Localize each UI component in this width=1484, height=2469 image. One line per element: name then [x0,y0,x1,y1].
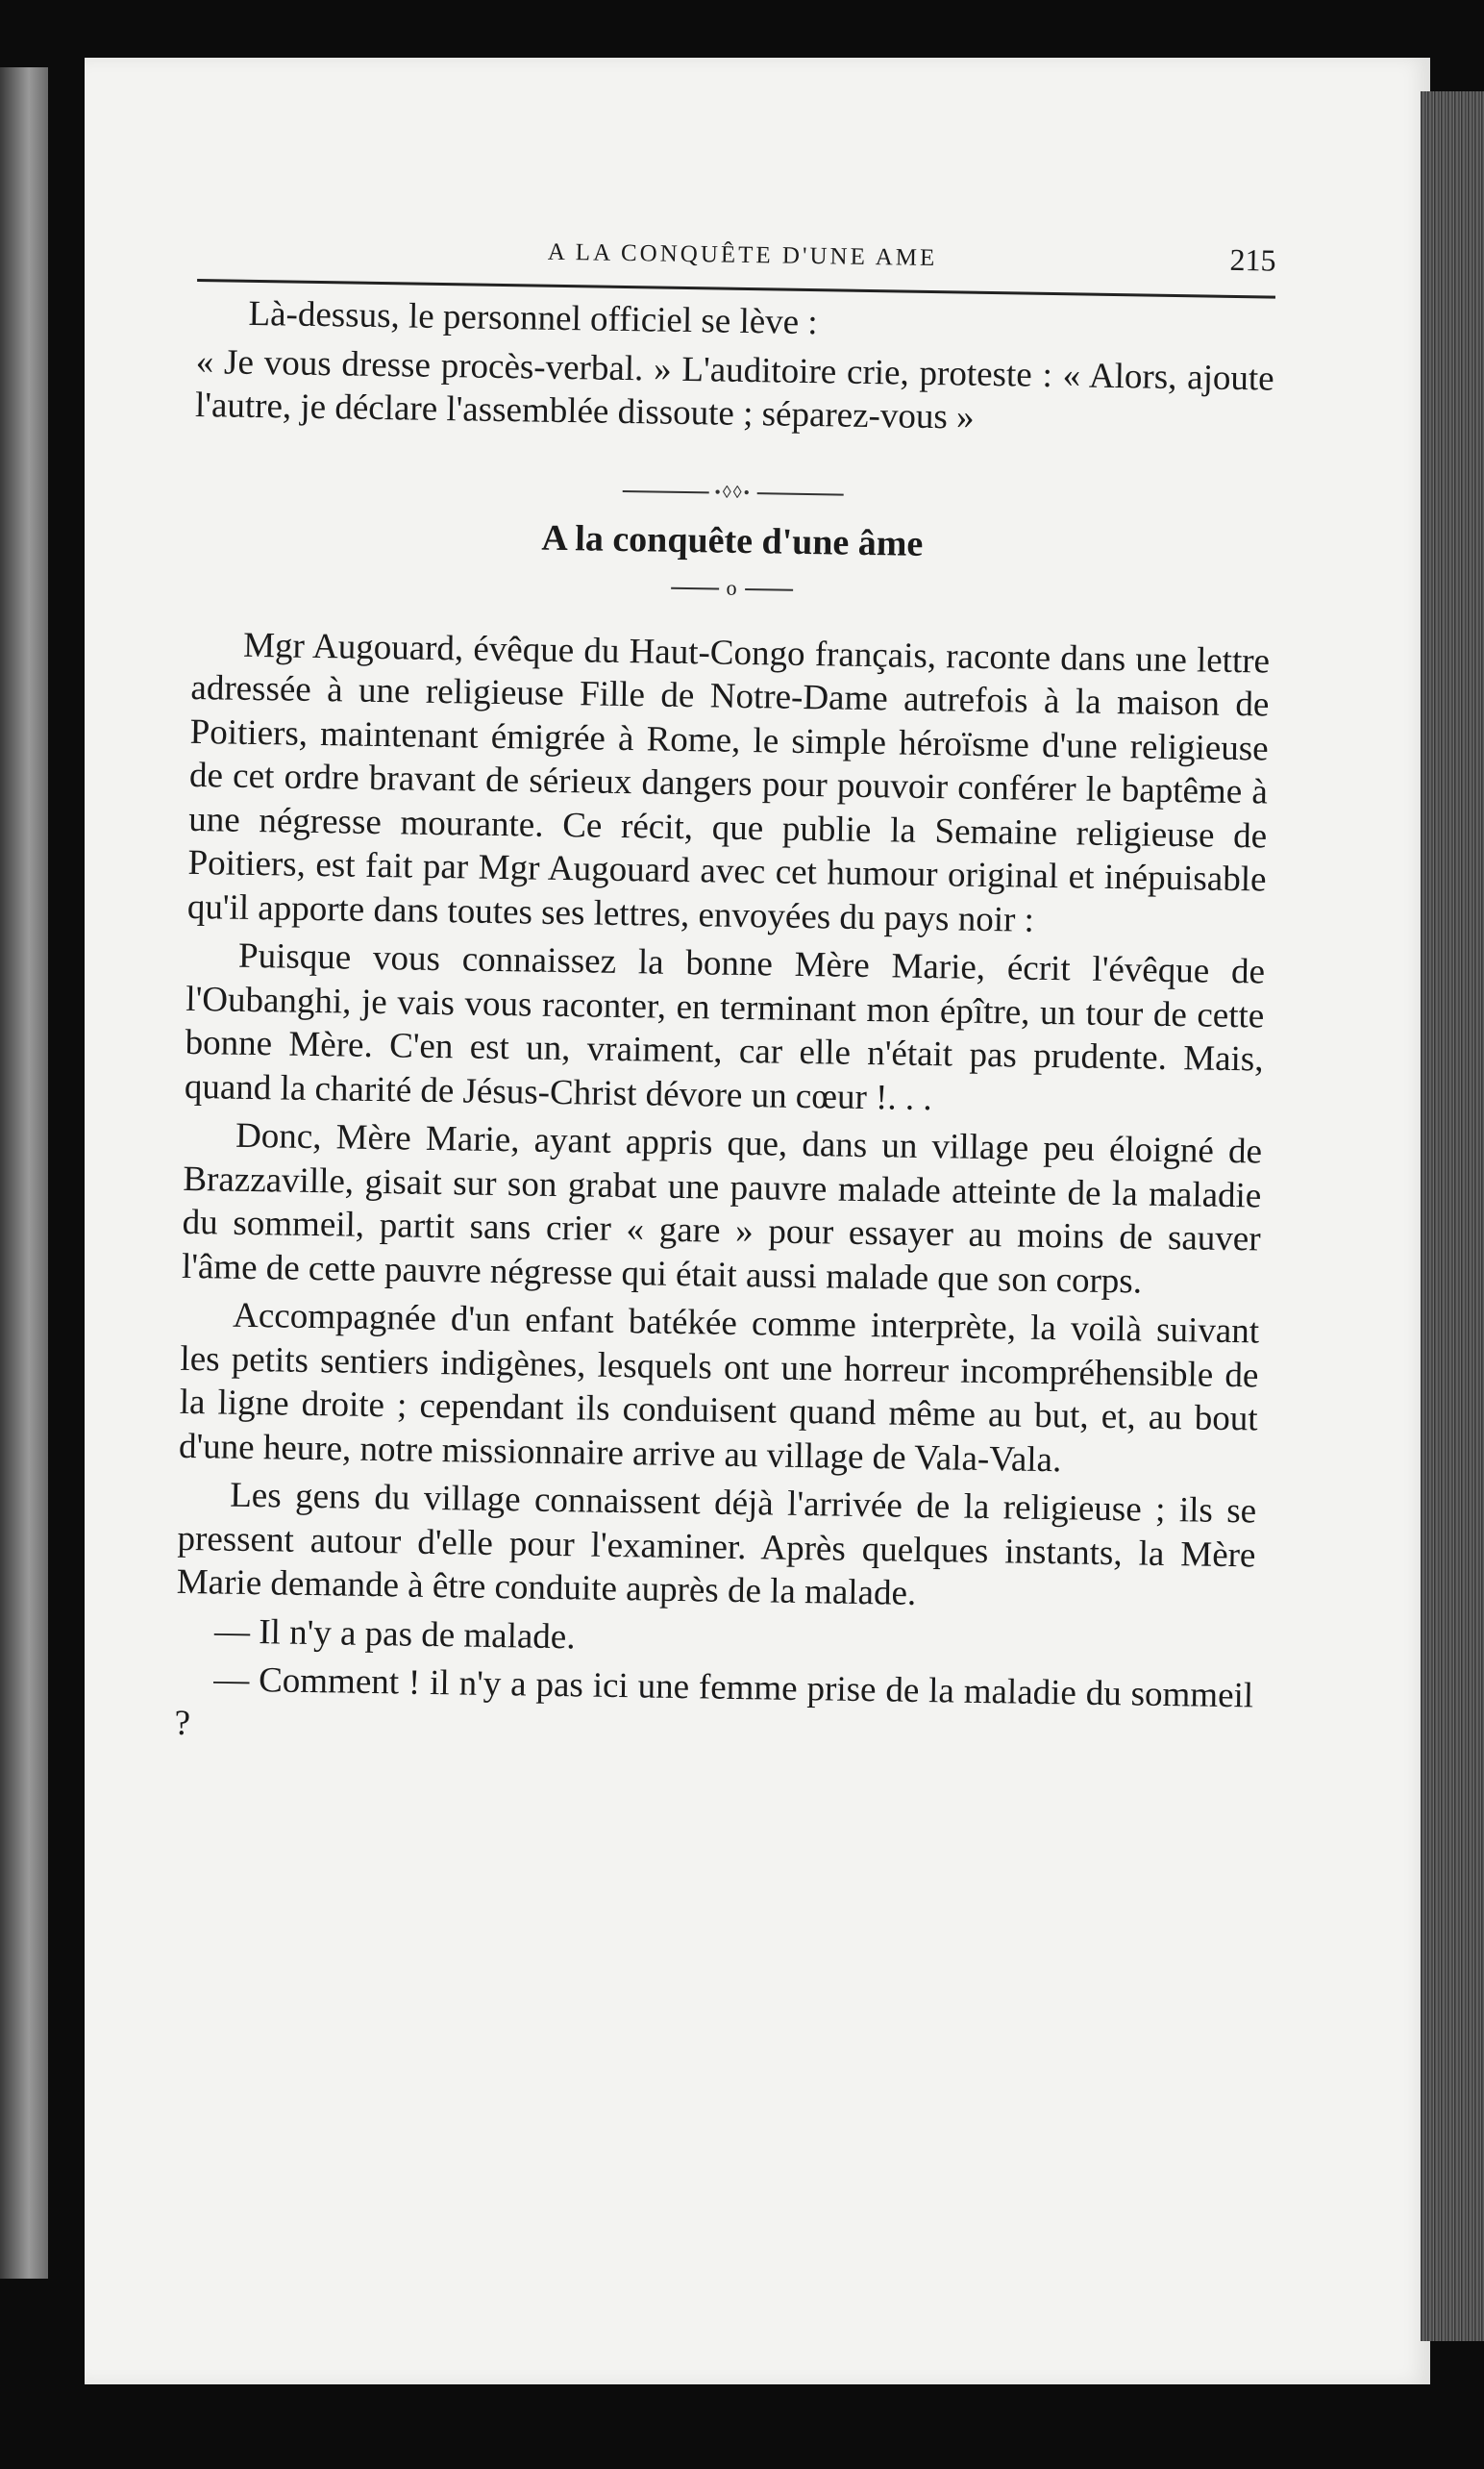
dialogue-line: — Il n'y a pas de malade. [213,1610,576,1657]
dialogue-line: — Comment ! il n'y a pas ici une femme prise de la maladie du sommeil ? [174,1659,1254,1743]
book-page [85,58,1430,2384]
page-content [174,226,1276,1766]
body-paragraph: Accompagnée d'un enfant batékée comme interprète, la voilà suivant les petits sentiers indigènes, lesquels ont une horreur incompréhensible de la ligne droite ; cependant ils conduisent quand même au but, et, au bout d'une heure, notre missionnaire arrive au village de Vala-Vala. [178,1295,1260,1480]
section-title: A la conquête d'une âme [541,517,924,564]
body-paragraph: Puisque vous connaissez la bonne Mère Marie, écrit l'évêque de l'Oubanghi, je vais vous raconter, en terminant mon épître, un tour de cette bonne Mère. C'en est un, vraiment, car elle n'était pas prudente. Mais, quand la charité de Jésus-Christ dévore un cœur !. . . [184,935,1266,1118]
ornament-divider: •◊◊• [194,473,1273,511]
running-title: A LA CONQUÊTE D'UNE AME [547,238,938,272]
running-head [197,226,1276,299]
body-paragraph: Les gens du village connaissent déjà l'arrivée de la religieuse ; ils se pressent autour d'elle pour l'examiner. Après quelques instants, la Mère Marie demande à être conduite auprès de la malade. [176,1475,1257,1613]
body-paragraph: Donc, Mère Marie, ayant appris que, dans un village peu éloigné de Brazzaville, gisait sur son grabat une pauvre malade atteinte de la maladie du sommeil, partit sans crier « gare » pour essayer au moins de sauver l'âme de cette pauvre négresse qui était aussi malade que son corps. [181,1115,1263,1302]
facing-page-edge [0,67,48,2279]
section-separator: o [192,566,1271,609]
page-stack-edge [1421,91,1484,2341]
intro-paragraph: « Je vous dresse procès-verbal. » L'auditoire crie, proteste : « Alors, ajoute l'autre, je déclare l'assemblée dissoute ; séparez-vous » [194,341,1274,437]
page-number: 215 [1229,241,1276,278]
body-paragraph: Mgr Augouard, évêque du Haut-Congo français, raconte dans une lettre adressée à une religieuse Fille de Notre-Dame autrefois à la maison de Poitiers, maintenant émigrée à Rome, le simple héroïsme d'une religieuse de cet ordre bravant de sérieux dangers pour pouvoir conférer le baptême à une négresse mourante. Ce récit, que publie la Semaine religieuse de Poitiers, est fait par Mgr Augouard avec cet humour original et inépuisable qu'il apporte dans toutes ses lettres, envoyées du pays noir : [186,625,1271,940]
intro-paragraph: Là-dessus, le personnel officiel se lève : [248,293,818,343]
